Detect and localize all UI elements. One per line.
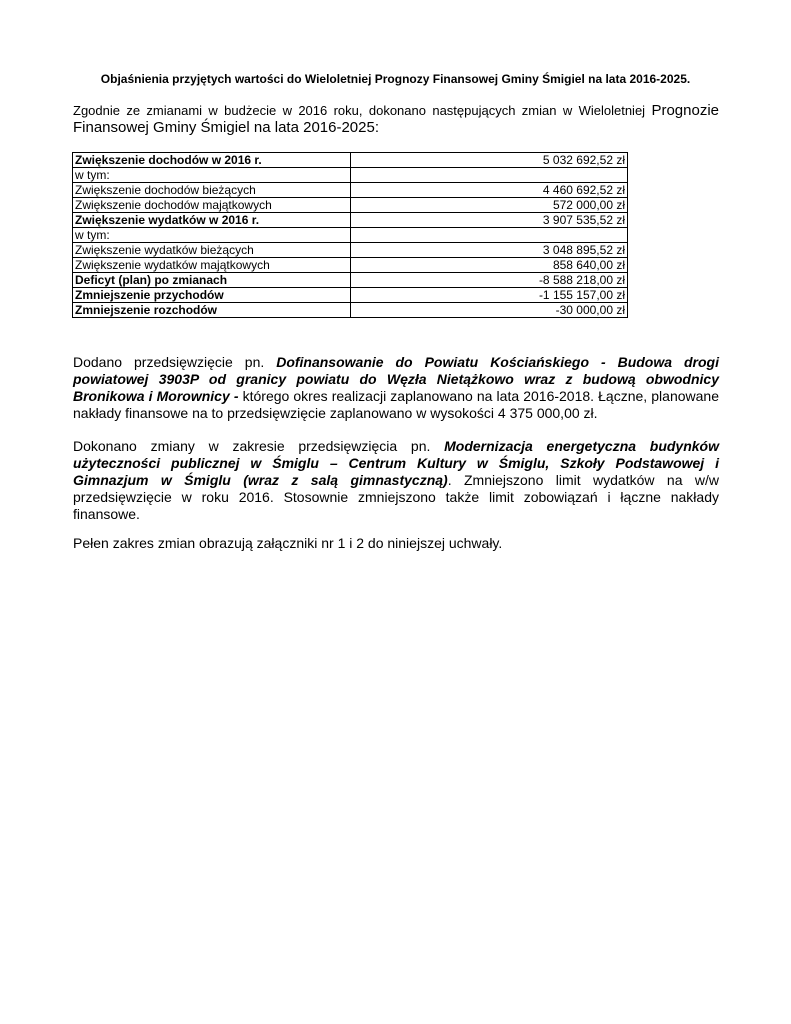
table-row <box>73 153 628 168</box>
row-value: -30 000,00 zł <box>351 303 628 318</box>
table-row <box>73 198 628 213</box>
table-row <box>73 258 628 273</box>
row-value: 858 640,00 zł <box>351 258 628 273</box>
row-value: -1 155 157,00 zł <box>351 288 628 303</box>
table-row <box>73 228 628 243</box>
financial-changes-table <box>72 152 628 318</box>
row-label: Zwiększenie wydatków majątkowych <box>73 258 351 273</box>
project-name: Modernizacja energetyczna budynków użyteczności publicznej w Śmiglu – Centrum Kultury w Śmiglu, Szkoły Podstawowej i Gimnazjum w Śmiglu (wraz z salą gimnastyczną) <box>73 438 719 488</box>
table-row <box>73 303 628 318</box>
row-label: Zmniejszenie rozchodów <box>73 303 351 318</box>
row-value: -8 588 218,00 zł <box>351 273 628 288</box>
row-label: Zwiększenie dochodów bieżących <box>73 183 351 198</box>
table-row <box>73 243 628 258</box>
closing-paragraph: Pełen zakres zmian obrazują załączniki nr 1 i 2 do niniejszej uchwały. <box>73 535 503 551</box>
row-label: Deficyt (plan) po zmianach <box>73 273 351 288</box>
table-row <box>73 183 628 198</box>
row-label: w tym: <box>73 168 351 183</box>
table-row <box>73 273 628 288</box>
intro-text-continued: Prognozie Finansowej Gminy Śmigiel na lata 2016-2025: <box>73 102 719 136</box>
row-value: 572 000,00 zł <box>351 198 628 213</box>
project-name: Dofinansowanie do Powiatu Kościańskiego - Budowa drogi powiatowej 3903P od granicy powiatu do Węzła Nietążkowo wraz z budową obwodnicy Bronikowa i Morownicy - <box>73 354 719 404</box>
paragraph-rest: . Zmniejszono limit wydatków na w/w przedsięwzięcie w roku 2016. Stosownie zmniejszono także limit zobowiązań i łączne nakłady finansowe. <box>73 472 719 522</box>
table-row <box>73 213 628 228</box>
document-title: Objaśnienia przyjętych wartości do Wieloletniej Prognozy Finansowej Gminy Śmigiel na lata 2016-2025. <box>100 72 691 86</box>
row-label: Zwiększenie dochodów w 2016 r. <box>73 153 351 168</box>
row-value: 3 048 895,52 zł <box>351 243 628 258</box>
row-value <box>351 228 628 243</box>
intro-text: Zgodnie ze zmianami w budżecie w 2016 roku, dokonano następujących zmian w Wieloletniej <box>73 103 646 118</box>
row-label: Zmniejszenie przychodów <box>73 288 351 303</box>
table-row <box>73 288 628 303</box>
row-value: 3 907 535,52 zł <box>351 213 628 228</box>
paragraph-lead: Dodano przedsięwzięcie pn. <box>73 354 277 370</box>
row-label: Zwiększenie wydatków bieżących <box>73 243 351 258</box>
row-label: Zwiększenie dochodów majątkowych <box>73 198 351 213</box>
row-label: w tym: <box>73 228 351 243</box>
table-row <box>73 168 628 183</box>
row-label: Zwiększenie wydatków w 2016 r. <box>73 213 351 228</box>
paragraph-rest: którego okres realizacji zaplanowano na lata 2016-2018. Łączne, planowane nakłady finansowe na to przedsięwzięcie zaplanowano w wysokości 4 375 000,00 zł. <box>73 388 719 421</box>
project-changed-paragraph <box>73 438 719 523</box>
paragraph-lead: Dokonano zmiany w zakresie przedsięwzięcia pn. <box>73 438 445 454</box>
intro-paragraph <box>73 102 719 136</box>
project-added-paragraph <box>73 354 719 422</box>
row-value <box>351 168 628 183</box>
row-value: 4 460 692,52 zł <box>351 183 628 198</box>
row-value: 5 032 692,52 zł <box>351 153 628 168</box>
